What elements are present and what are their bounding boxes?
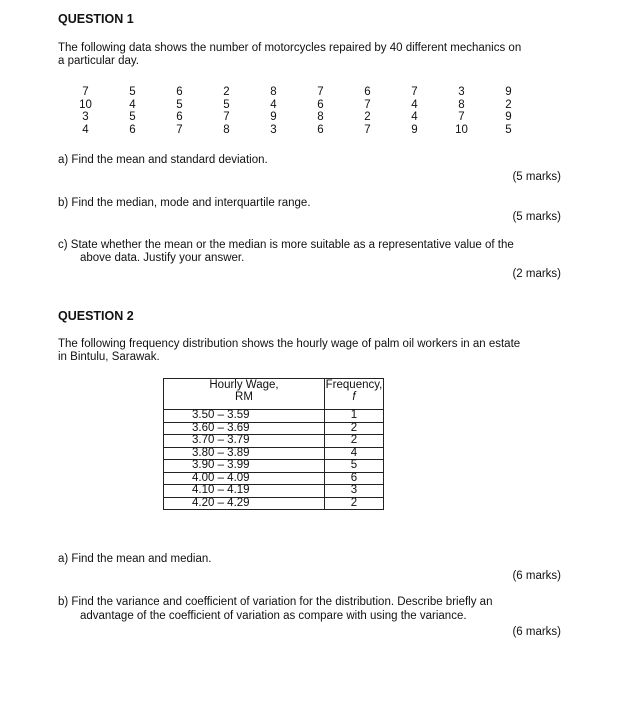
question-1-part-b-marks: (5 marks)	[512, 211, 561, 223]
data-value: 10	[79, 98, 92, 111]
question-2-intro-line-1: The following frequency distribution shows the hourly wage of palm oil workers in an estate	[58, 338, 521, 350]
data-value: 7	[176, 123, 183, 136]
data-value: 8	[317, 111, 324, 124]
frequency-column-header	[325, 379, 384, 410]
frequency-cell: 1	[325, 410, 384, 423]
question-1-part-c-marks: (2 marks)	[512, 268, 561, 280]
frequency-cell: 2	[325, 435, 384, 448]
data-value: 5	[129, 111, 136, 124]
table-row	[164, 460, 384, 473]
data-value: 4	[411, 98, 418, 111]
question-2-title: QUESTION 2	[58, 309, 134, 323]
question-1-part-a-marks: (5 marks)	[512, 171, 561, 183]
question-1-part-a: a) Find the mean and standard deviation.	[58, 154, 268, 166]
data-value: 7	[458, 111, 465, 124]
data-value: 8	[223, 123, 230, 136]
data-value: 7	[364, 123, 371, 136]
question-2-part-a-marks: (6 marks)	[512, 570, 561, 582]
table-row	[164, 485, 384, 498]
data-value: 8	[458, 98, 465, 111]
table-row	[164, 410, 384, 423]
data-value: 6	[176, 111, 183, 124]
data-value: 7	[364, 98, 371, 111]
question-1-part-b: b) Find the median, mode and interquartile range.	[58, 197, 311, 209]
data-value: 2	[223, 86, 230, 98]
data-value: 3	[270, 123, 277, 136]
data-value: 9	[505, 86, 512, 98]
frequency-cell: 2	[325, 497, 384, 510]
question-2-part-b-line-1: b) Find the variance and coefficient of variation for the distribution. Describe briefly an	[58, 596, 493, 608]
wage-column-header	[164, 379, 325, 410]
data-value: 7	[317, 86, 324, 98]
data-value: 9	[270, 111, 277, 124]
frequency-header-label: Frequency,	[325, 379, 383, 391]
wage-cell: 4.20 – 4.29	[164, 497, 325, 510]
data-value: 4	[270, 98, 277, 111]
question-1-intro-line-1: The following data shows the number of motorcycles repaired by 40 different mechanics on	[58, 42, 522, 54]
frequency-cell: 5	[325, 460, 384, 473]
data-value: 8	[270, 86, 277, 98]
table-row	[164, 435, 384, 448]
wage-cell: 3.50 – 3.59	[164, 410, 325, 423]
data-value: 3	[458, 86, 465, 98]
data-value: 4	[82, 123, 89, 136]
frequency-cell: 3	[325, 485, 384, 498]
data-value: 6	[176, 86, 183, 98]
wage-cell: 3.60 – 3.69	[164, 422, 325, 435]
table-row	[164, 422, 384, 435]
frequency-cell: 6	[325, 472, 384, 485]
wage-cell: 3.90 – 3.99	[164, 460, 325, 473]
data-value: 3	[82, 111, 89, 124]
data-value: 10	[455, 123, 468, 136]
wage-cell: 4.00 – 4.09	[164, 472, 325, 485]
wage-cell: 3.70 – 3.79	[164, 435, 325, 448]
question-2-intro-line-2: in Bintulu, Sarawak.	[58, 351, 160, 363]
table-row	[164, 497, 384, 510]
data-value: 6	[317, 98, 324, 111]
question-2-part-a: a) Find the mean and median.	[58, 553, 212, 565]
table-row	[164, 447, 384, 460]
table-header-row	[164, 379, 384, 410]
wage-header-label: Hourly Wage,	[209, 379, 279, 391]
data-value: 6	[317, 123, 324, 136]
data-value: 4	[129, 98, 136, 111]
data-value: 4	[411, 111, 418, 124]
wage-cell: 4.10 – 4.19	[164, 485, 325, 498]
question-1-part-c-line-2: above data. Justify your answer.	[80, 252, 245, 264]
data-value: 5	[176, 98, 183, 111]
frequency-cell: 2	[325, 422, 384, 435]
table-row	[164, 472, 384, 485]
data-value: 5	[129, 86, 136, 98]
question-1-intro-line-2: a particular day.	[58, 55, 139, 67]
wage-header-unit: RM	[235, 391, 253, 403]
data-value: 9	[505, 111, 512, 124]
data-value: 2	[364, 111, 371, 124]
data-value: 9	[411, 123, 418, 136]
question-2-part-b-marks: (6 marks)	[512, 626, 561, 638]
data-value: 6	[129, 123, 136, 136]
question-2-part-b-line-2: advantage of the coefficient of variation as compare with using the variance.	[80, 610, 467, 622]
data-value: 7	[82, 86, 89, 98]
question-1-data-grid	[62, 86, 532, 136]
data-value: 5	[505, 123, 512, 136]
question-1-part-c-line-1: c) State whether the mean or the median is more suitable as a representative value of the	[58, 239, 514, 251]
data-value: 7	[411, 86, 418, 98]
frequency-header-symbol: f	[352, 391, 356, 403]
data-value: 6	[364, 86, 371, 98]
frequency-table	[163, 378, 384, 510]
frequency-cell: 4	[325, 447, 384, 460]
data-value: 7	[223, 111, 230, 124]
data-value: 5	[223, 98, 230, 111]
question-1-title: QUESTION 1	[58, 12, 134, 26]
data-value: 2	[505, 98, 512, 111]
wage-cell: 3.80 – 3.89	[164, 447, 325, 460]
